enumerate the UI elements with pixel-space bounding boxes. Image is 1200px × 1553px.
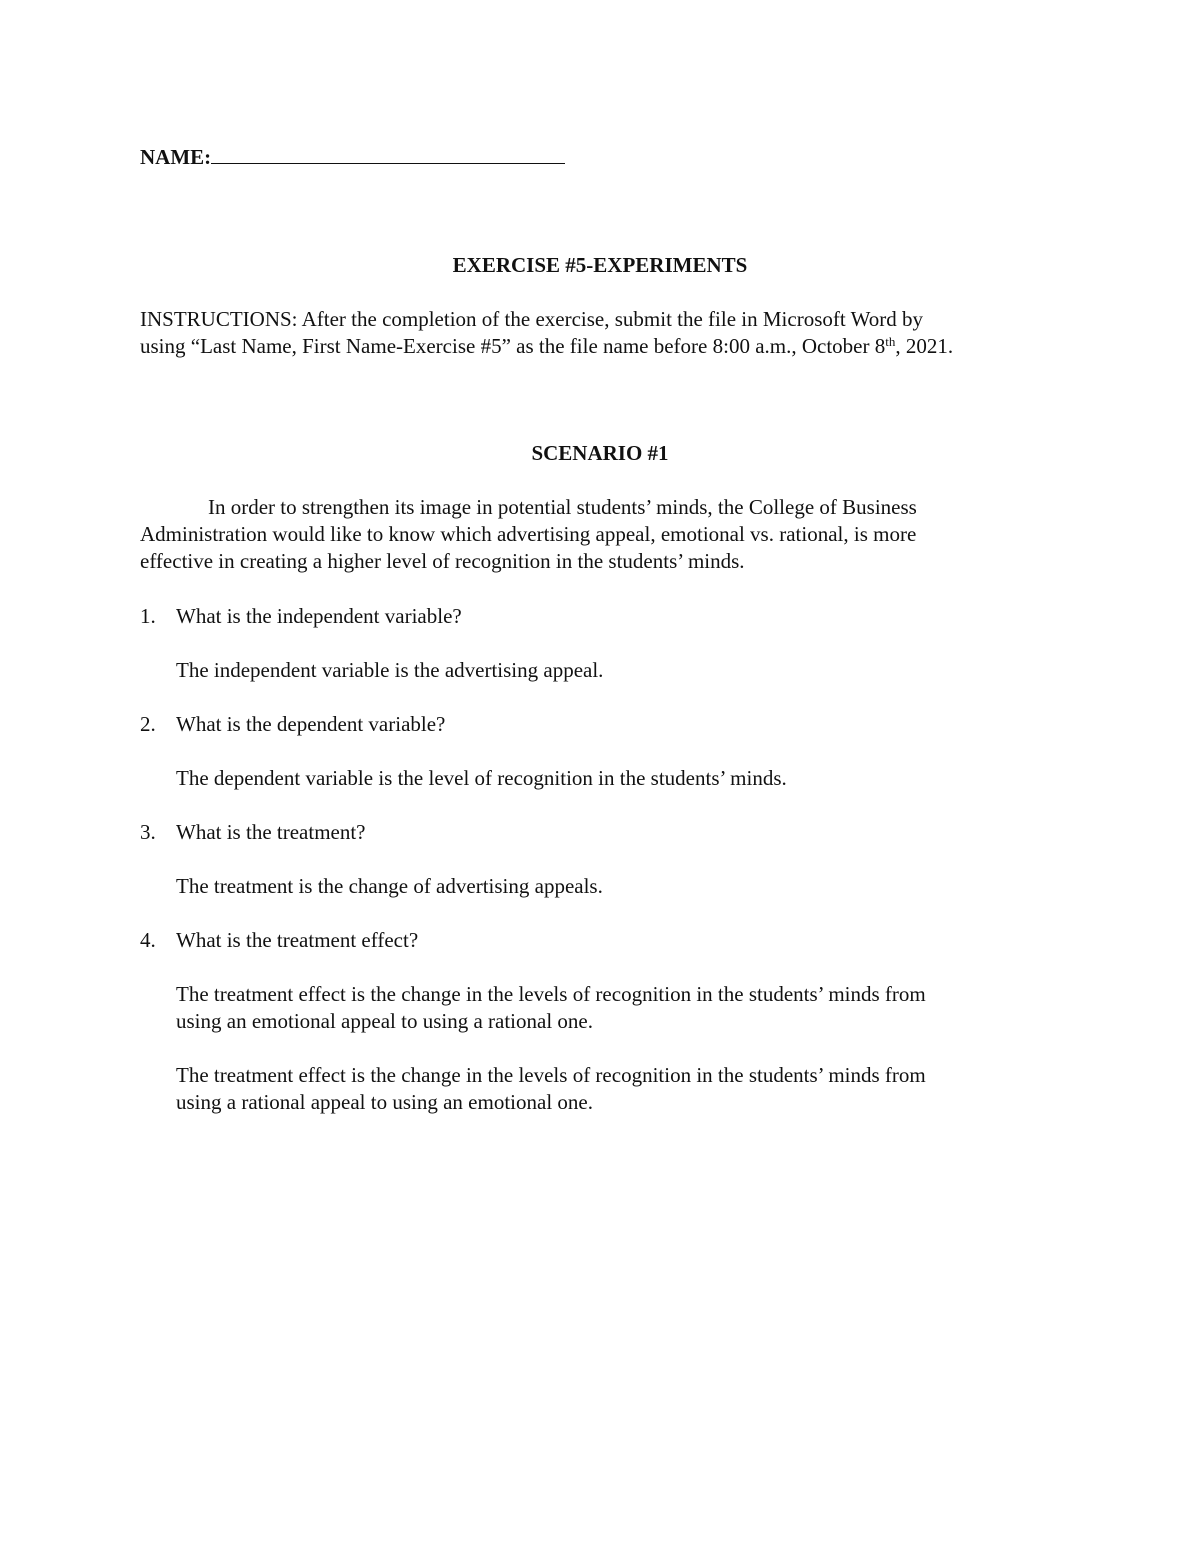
answer-line: The treatment effect is the change in the levels of recognition in the students’ minds from (176, 982, 926, 1006)
instructions-line-1: INSTRUCTIONS: After the completion of the exercise, submit the file in Microsoft Word by (140, 307, 923, 331)
name-field (140, 143, 565, 171)
scenario-line: effective in creating a higher level of recognition in the students’ minds. (140, 549, 745, 573)
question-4 (140, 927, 418, 954)
scenario-heading: SCENARIO #1 (531, 441, 669, 465)
question-number: 3. (140, 820, 156, 844)
question-number: 4. (140, 928, 156, 952)
name-label: NAME: (140, 145, 212, 169)
answer-3 (176, 873, 1056, 900)
answer-1 (176, 657, 1056, 684)
question-1 (140, 603, 462, 630)
answer-line: The independent variable is the advertising appeal. (176, 658, 604, 682)
name-blank-line (211, 143, 565, 164)
scenario-paragraph (140, 494, 1060, 575)
question-3 (140, 819, 366, 846)
answer-line: using a rational appeal to using an emotional one. (176, 1090, 593, 1114)
answer-line: The treatment is the change of advertising appeals. (176, 874, 603, 898)
answer-4b (176, 1062, 1056, 1116)
question-text: What is the dependent variable? (176, 712, 446, 736)
scenario-line: Administration would like to know which advertising appeal, emotional vs. rational, is more (140, 522, 917, 546)
instructions-line-2-end: , 2021. (895, 334, 954, 358)
answer-line: The dependent variable is the level of recognition in the students’ minds. (176, 766, 787, 790)
ordinal-suffix: th (885, 334, 896, 349)
scenario-line: In order to strengthen its image in potential students’ minds, the College of Business (208, 495, 917, 519)
question-text: What is the independent variable? (176, 604, 462, 628)
instructions-line-2 (140, 333, 1060, 360)
question-text: What is the treatment? (176, 820, 366, 844)
document-title: EXERCISE #5-EXPERIMENTS (452, 253, 748, 277)
answer-line: using an emotional appeal to using a rational one. (176, 1009, 593, 1033)
answer-2 (176, 765, 1056, 792)
instructions-line-2-text: using “Last Name, First Name-Exercise #5” as the file name before 8:00 a.m., October 8 (140, 334, 886, 358)
answer-line: The treatment effect is the change in the levels of recognition in the students’ minds from (176, 1063, 926, 1087)
question-text: What is the treatment effect? (176, 928, 419, 952)
question-2 (140, 711, 445, 738)
answer-4a (176, 981, 1056, 1035)
question-number: 1. (140, 604, 156, 628)
question-number: 2. (140, 712, 156, 736)
instructions (140, 306, 1060, 360)
